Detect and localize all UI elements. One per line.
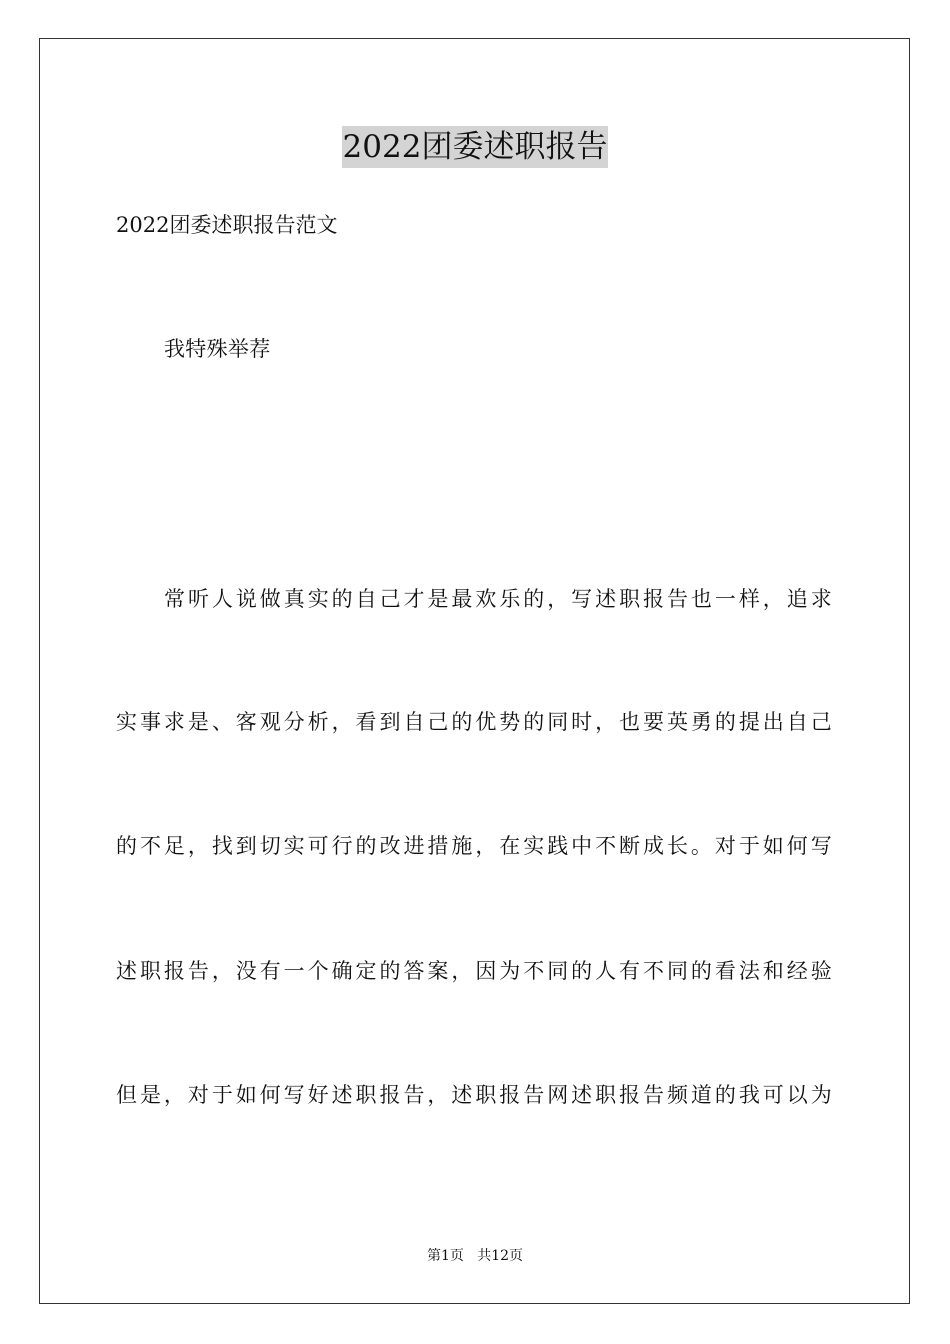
paragraph-line: 述职报告，没有一个确定的答案，因为不同的人有不同的看法和经验: [116, 959, 832, 983]
paragraph-line: 但是，对于如何写好述职报告，述职报告网述职报告频道的我可以为: [116, 1083, 832, 1107]
paragraph-line: 我特殊举荐: [164, 337, 271, 361]
paragraph-line: 常听人说做真实的自己才是最欢乐的，写述职报告也一样，追求: [164, 587, 832, 611]
document-title: 2022团委述职报告: [342, 126, 609, 168]
title-container: [0, 126, 950, 168]
page-footer: 第1页 共12页: [426, 1248, 524, 1264]
paragraph-line: 实事求是、客观分析，看到自己的优势的同时，也要英勇的提出自己: [116, 710, 832, 734]
document-subtitle: 2022团委述职报告范文: [116, 213, 338, 237]
paragraph-line: 的不足，找到切实可行的改进措施，在实践中不断成长。对于如何写: [116, 834, 832, 858]
